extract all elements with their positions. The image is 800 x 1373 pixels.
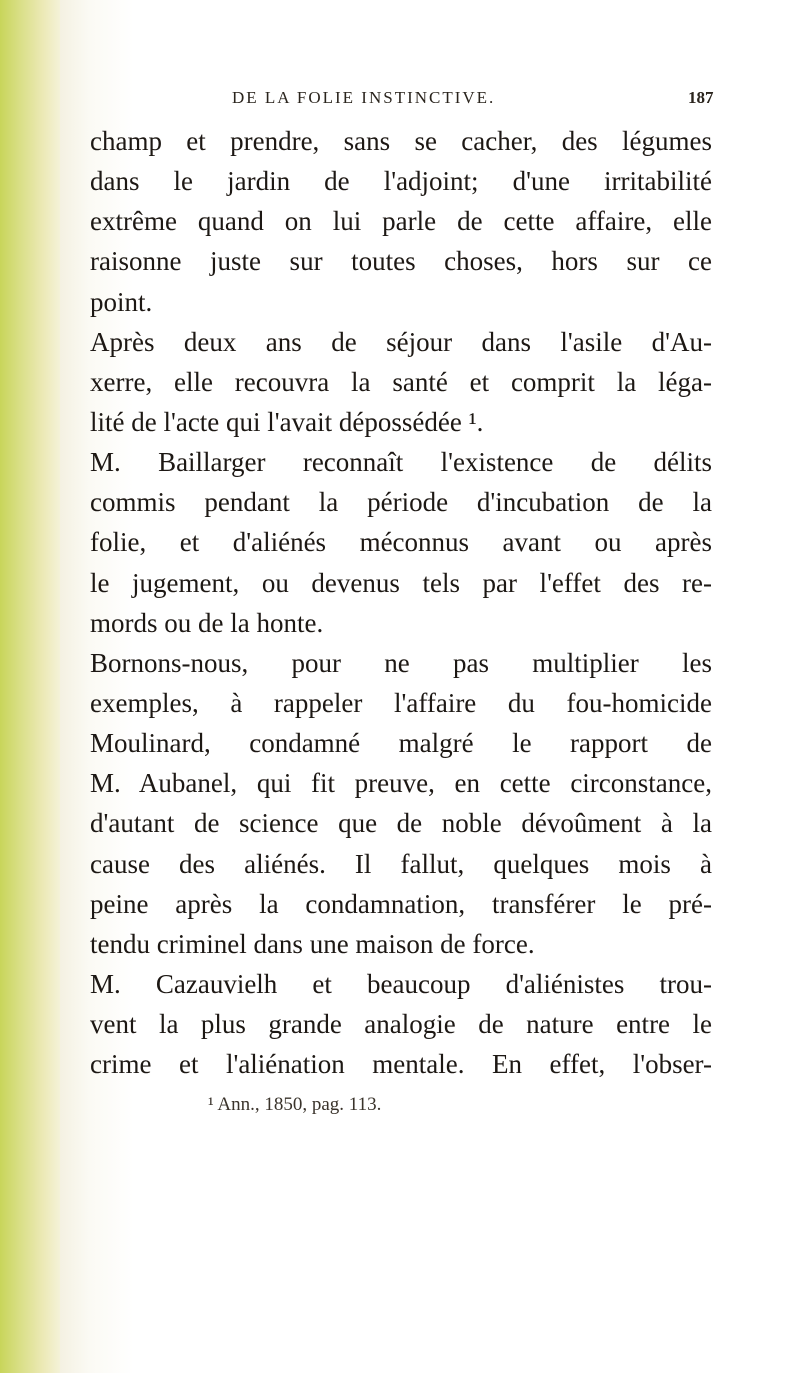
running-title: DE LA FOLIE INSTINCTIVE. <box>232 88 496 107</box>
text-line: exemples, à rappeler l'affaire du fou-homicide <box>90 687 712 718</box>
body-text <box>90 121 712 1120</box>
text-line: M. Cazauvielh et beaucoup d'aliénistes trou- <box>90 968 712 999</box>
text-line: lité de l'acte qui l'avait dépossédée ¹. <box>90 406 484 437</box>
book-spine-edge <box>0 0 66 1373</box>
text-line: mords ou de la honte. <box>90 607 324 638</box>
text-line: xerre, elle recouvra la santé et comprit la léga- <box>90 366 712 397</box>
footnote: ¹ Ann., 1850, pag. 113. <box>208 1094 382 1116</box>
text-line: le jugement, ou devenus tels par l'effet des re- <box>90 567 712 598</box>
text-line: M. Baillarger reconnaît l'existence de délits <box>90 447 712 478</box>
text-line: M. Aubanel, qui fit preuve, en cette circonstance, <box>90 768 712 799</box>
text-line: extrême quand on lui parle de cette affaire, elle <box>90 206 712 237</box>
text-line: Bornons-nous, pour ne pas multiplier les <box>90 647 712 678</box>
text-line: Moulinard, condamné malgré le rapport de <box>90 728 712 759</box>
text-line: cause des aliénés. Il fallut, quelques mois à <box>90 848 712 879</box>
text-line: Après deux ans de séjour dans l'asile d'Au- <box>90 326 712 357</box>
text-line: tendu criminel dans une maison de force. <box>90 928 535 959</box>
book-page <box>60 0 800 1373</box>
text-line: point. <box>90 286 153 317</box>
text-line: peine après la condamnation, transférer le pré- <box>90 888 712 919</box>
text-line: d'autant de science que de noble dévoûment à la <box>90 808 712 839</box>
text-line: dans le jardin de l'adjoint; d'une irritabilité <box>90 166 712 197</box>
text-line: folie, et d'aliénés méconnus avant ou après <box>90 527 712 558</box>
text-line: commis pendant la période d'incubation de la <box>90 487 712 518</box>
page-number: 187 <box>688 88 714 107</box>
text-line: crime et l'aliénation mentale. En effet, l'obser- <box>90 1049 712 1080</box>
text-line: champ et prendre, sans se cacher, des légumes <box>90 126 712 156</box>
text-line: raisonne juste sur toutes choses, hors sur ce <box>90 246 712 277</box>
running-head <box>60 88 800 112</box>
text-line: vent la plus grande analogie de nature entre le <box>90 1009 712 1040</box>
